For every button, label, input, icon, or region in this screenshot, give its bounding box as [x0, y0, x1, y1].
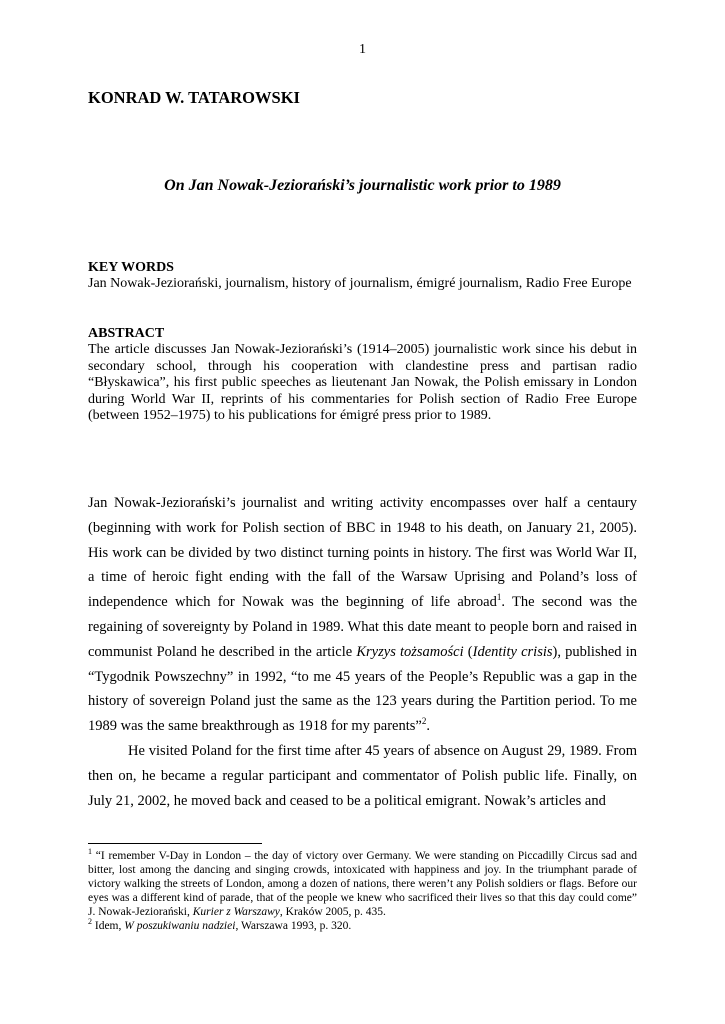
keywords-heading: KEY WORDS [88, 260, 174, 275]
footnote-ref-2[interactable]: 2 [421, 716, 427, 727]
footnote-1-text-before: “I remember V-Day in London – the day of victory over Germany. We were standing on Piccadilly Circus sad and bitter, lost among the dancing and singing crowds, intoxicated with happiness and joy. In the triumphant parade of victory walking the streets of London, among a dozen of nations, there weren’t any Polish soldiers or flags. Before our eyes was a different kind of parade, that of the people we knew who sacrificed their lives so that this day could come” J. Nowak-Jeziorański, [88, 850, 637, 918]
body-paragraph-2: He visited Poland for the first time after 45 years of absence on August 29, 1989. From then on, he became a regular participant and commentator of Polish public life. Finally, on July 21, 2002, he moved back and ceased to be a political emigrant. Nowak’s articles and [88, 742, 637, 809]
footnotes-section [88, 847, 637, 933]
article-title-reference: Kryzys tożsamości [356, 643, 464, 660]
body-p1-text-2: . The second was the regaining of sovereignty by Poland in 1989. What this date meant to people born and raised in communist Poland he described in the article [88, 594, 637, 660]
abstract-heading: ABSTRACT [88, 326, 165, 341]
footnote-1-number: 1 [88, 847, 92, 857]
abstract-text: The article discusses Jan Nowak-Jeziorański’s (1914–2005) journalistic work since his debut in secondary school, through his cooperation with clandestine press and partisan radio “Błyskawica”, his first public speeches as lieutenant Jan Nowak, the Polish emissary in London during World War II, reprints of his commentaries for Polish section of Radio Free Europe (between 1952–1975) to his publications for émigré press prior to 1989. [88, 342, 637, 424]
footnote-1-text-after: , Kraków 2005, p. 435. [279, 905, 386, 918]
footnote-2 [88, 916, 637, 934]
body-p1-text-3: ( [463, 643, 473, 660]
abstract-section [88, 326, 637, 425]
author-name: KONRAD W. TATAROWSKI [88, 88, 300, 107]
article-body [88, 491, 637, 813]
footnote-2-text-after: , Warszawa 1993, p. 320. [235, 919, 352, 932]
body-p1-text-1: Jan Nowak-Jeziorański’s journalist and writing activity encompasses over half a centaury (beginning with work for Polish section of BBC in 1948 to his death, on January 21, 2005). His work can be divided by two distinct turning points in history. The first was World War II, a time of heroic fight ending with the fall of the Warsaw Uprising and Poland’s loss of independence which for Nowak was the beginning of life abroad [88, 495, 637, 611]
body-paragraph-1 [88, 491, 637, 739]
page-number: 1 [359, 42, 366, 57]
article-title-translation: Identity crisis [472, 643, 553, 660]
keywords-section [88, 260, 637, 293]
article-title: On Jan Nowak-Jeziorański’s journalistic work prior to 1989 [164, 177, 561, 194]
footnote-1 [88, 847, 637, 920]
body-p1-text-5: . [426, 718, 430, 735]
footnote-divider [88, 843, 262, 844]
footnote-2-source-title: W poszukiwaniu nadziei [124, 919, 236, 932]
keywords-text: Jan Nowak-Jeziorański, journalism, history of journalism, émigré journalism, Radio Free Europe [88, 276, 632, 291]
footnote-1-source-title: Kurier z Warszawy [192, 905, 280, 918]
footnote-2-text-before: Idem, [92, 919, 125, 932]
footnote-ref-1[interactable]: 1 [496, 592, 502, 603]
footnote-2-number: 2 [88, 916, 92, 926]
body-p1-text-4: ), published in “Tygodnik Powszechny” in 1992, “to me 45 years of the People’s Republic was a gap in the history of sovereign Poland just the same as the 123 years during the Partition period. To me 1989 was the same breakthrough as 1918 for my parents” [88, 643, 637, 735]
